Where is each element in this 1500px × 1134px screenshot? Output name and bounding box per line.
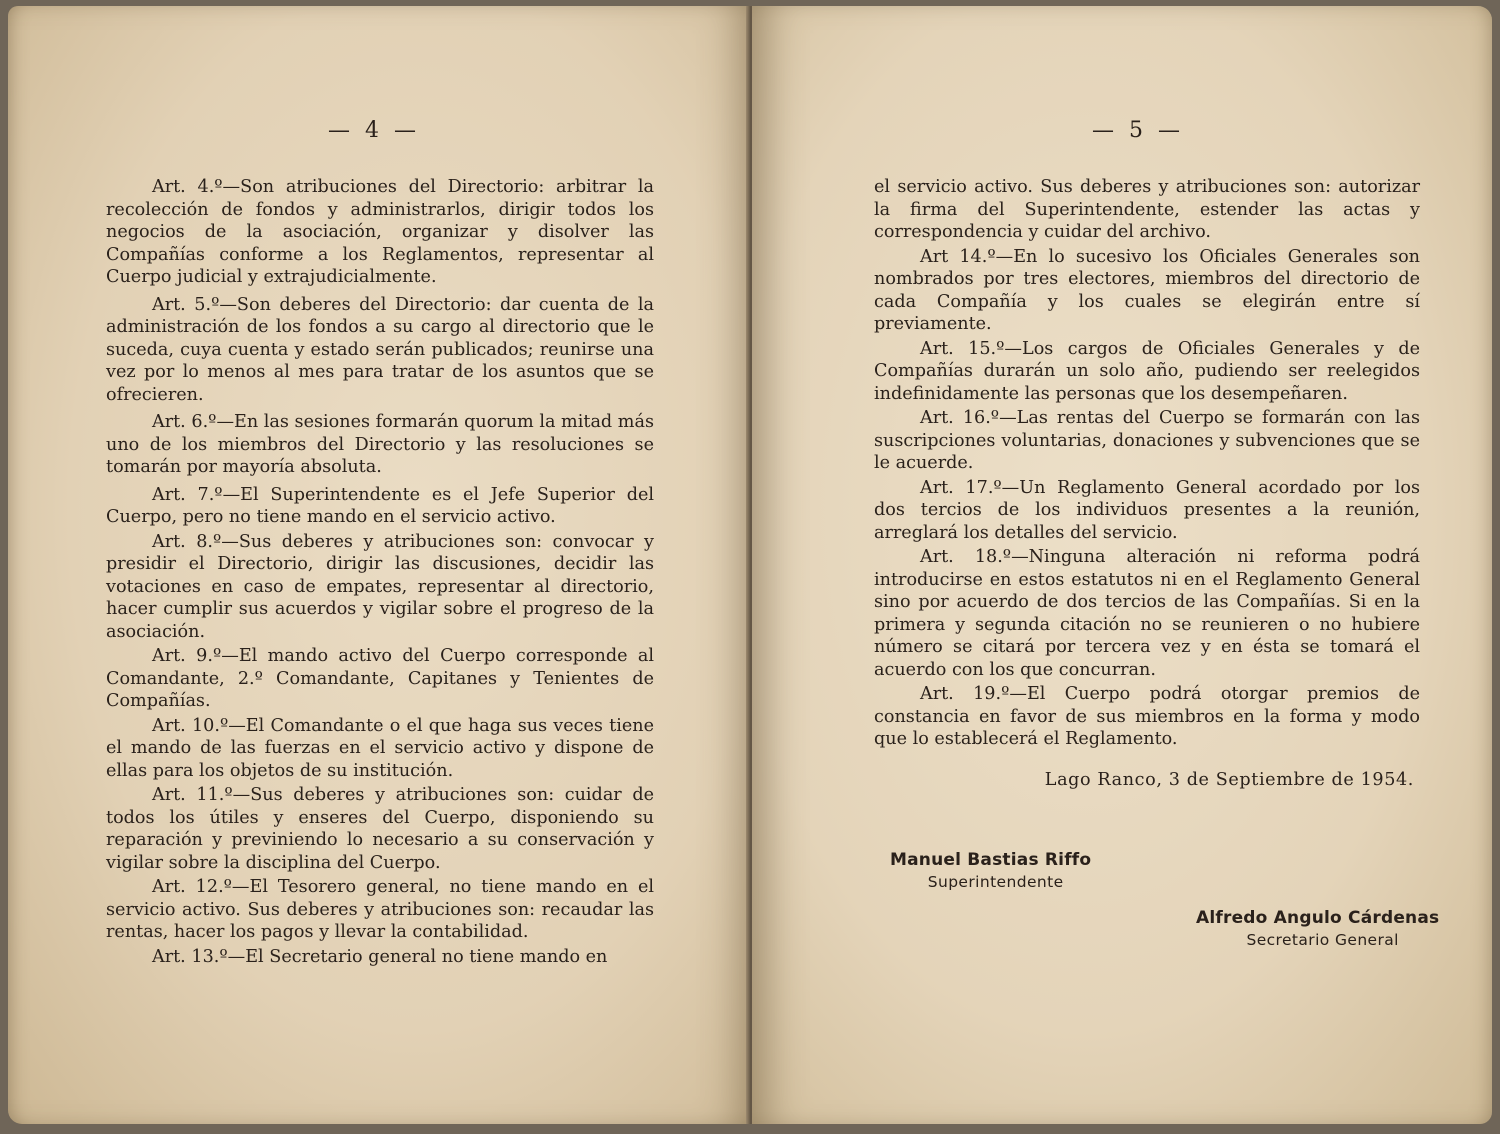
article-13-continuation: el servicio activo. Sus deberes y atribuciones son: autorizar la firma del Superintendente, estender las actas y correspondencia y cuidar del archivo. — [874, 177, 1420, 242]
article-10: Art. 10.º—El Comandante o el que haga sus veces tiene el mando de las fuerzas en el servicio activo y dispone de ellas para los objetos de su institución. — [106, 715, 654, 781]
article-6: Art. 6.º—En las sesiones formarán quorum la mitad más uno de los miembros del Directorio y las resoluciones se tomarán por mayoría absoluta. — [106, 412, 654, 477]
article-11: Art. 11.º—Sus deberes y atribuciones son: cuidar de todos los útiles y enseres del Cuerpo, disponiendo su reparación y previniendo lo necesario a su conservación y vigilar sobre la disciplina del Cuerpo. — [106, 785, 654, 873]
article-4: Art. 4.º—Son atribuciones del Directorio: arbitrar la recolección de fondos y administrarlos, dirigir todos los negocios de la asociación, organizar y disolver las Compañías conforme a los Reglamentos, representar al Cuerpo judicial y extrajudicialmente. — [106, 177, 654, 287]
article-18: Art. 18.º—Ninguna alteración ni reforma podrá introducirse en estos estatutos ni en el Reglamento General sino por acuerdo de dos tercios de las Compañías. Si en la primera y segunda citación no se reunieren o no hubiere número se citará por tercera vez y en ésta se tomará el acuerdo con los que concurran. — [874, 547, 1420, 680]
signatory-role: Superintendente — [927, 873, 1064, 891]
page-number: — 4 — — [328, 118, 420, 143]
article-14: Art 14.º—En lo sucesivo los Oficiales Generales son nombrados por tres electores, miembros del directorio de cada Compañía y los cuales se elegirán entre sí previamente. — [874, 246, 1420, 334]
signatory-name: Alfredo Angulo Cárdenas — [1196, 908, 1440, 928]
article-9: Art. 9.º—El mando activo del Cuerpo corresponde al Comandante, 2.º Comandante, Capitanes y Tenientes de Compañías. — [106, 646, 654, 711]
article-17: Art. 17.º—Un Reglamento General acordado por los dos tercios de los individuos presentes a la reunión, arreglará los detalles del servicio. — [874, 477, 1420, 543]
signature-superintendent — [890, 850, 1091, 891]
article-5: Art. 5.º—Son deberes del Directorio: dar cuenta de la administración de los fondos a su cargo al directorio que le suceda, cuya cuenta y estado serán publicados; reunirse una vez por lo menos al mes para tratar de los asuntos que se ofrecieren. — [106, 294, 654, 405]
right-page — [752, 6, 1492, 1124]
article-19: Art. 19.º—El Cuerpo podrá otorgar premios de constancia en favor de sus miembros en la forma y modo que lo establecerá el Reglamento. — [874, 684, 1420, 749]
place-date: Lago Ranco, 3 de Septiembre de 1954. — [1044, 770, 1414, 790]
article-16: Art. 16.º—Las rentas del Cuerpo se formarán con las suscripciones voluntarias, donaciones y subvenciones que se le acuerde. — [874, 408, 1420, 473]
signatory-name: Manuel Bastias Riffo — [890, 850, 1092, 870]
right-page-text — [874, 176, 1420, 753]
left-page-text — [106, 176, 654, 970]
signatory-role: Secretario General — [1246, 931, 1399, 949]
article-7: Art. 7.º—El Superintendente es el Jefe Superior del Cuerpo, pero no tiene mando en el servicio activo. — [106, 484, 654, 527]
signature-secretary — [1196, 908, 1439, 949]
article-15: Art. 15.º—Los cargos de Oficiales Generales y de Compañías durarán un solo año, pudiendo ser reelegidos indefinidamente las personas que los desempeñaren. — [874, 338, 1420, 404]
page-number: — 5 — — [1092, 118, 1184, 143]
article-12: Art. 12.º—El Tesorero general, no tiene mando en el servicio activo. Sus deberes y atribuciones son: recaudar las rentas, hacer los pagos y llevar la contabilidad. — [106, 877, 654, 942]
left-page — [8, 6, 750, 1124]
article-13: Art. 13.º—El Secretario general no tiene mando en — [152, 946, 608, 967]
article-8: Art. 8.º—Sus deberes y atribuciones son: convocar y presidir el Directorio, dirigir las discusiones, decidir las votaciones en caso de empates, representar al directorio, hacer cumplir sus acuerdos y vigilar sobre el progreso de la asociación. — [106, 531, 654, 642]
